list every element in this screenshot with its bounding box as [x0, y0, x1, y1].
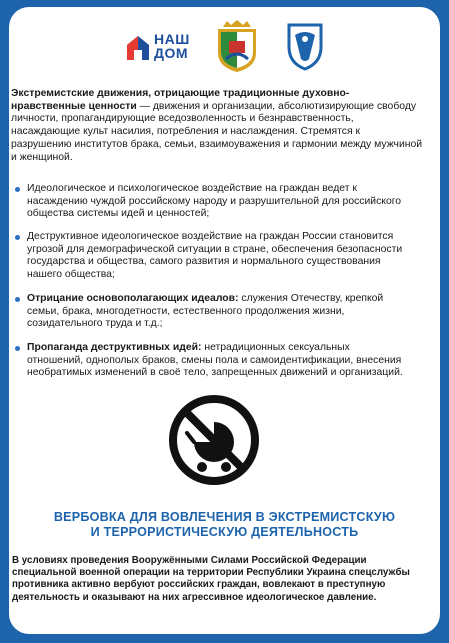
- logos-row: [9, 17, 440, 77]
- shield-emblem-icon: [285, 21, 325, 71]
- bullet-lead: Пропаганда деструктивных идей:: [27, 342, 202, 353]
- list-item: [9, 231, 403, 282]
- outro-paragraph: В условиях проведения Вооружёнными Силами Российской Федерации специальной военной операции на территории Республики Украина спецслужбы противника активно вербуют российских граждан, вовлекают в преступную деятельность и оказывают на них агрессивное идеологическое давление.: [12, 555, 410, 603]
- bullet-dot: [15, 297, 20, 302]
- bullet-text: нетрадиционных сексуальных отношений, однополых браков, смены пола и самоидентификации, внесения необратимых изменений в своё тело, запрещенных движений и организаций.: [27, 342, 403, 379]
- bullet-text: Идеологическое и психологическое воздействие на граждан ведет к насаждению чуждой российскому народу и разрушительной для российского общества системы идей и ценностей;: [27, 183, 402, 220]
- bullet-dot: [15, 235, 20, 240]
- intro-definition: — движения и организации, абсолютизирующие свободу личности, пропагандирующие вседозволенность и безнравственность, насаждающие культ насилия, потребления и наслаждения. Стремятся к разрушению институтов брака, семьи, взаимоуважения и гармонии между мужчиной и женщиной.: [11, 100, 423, 163]
- bullet-dot: [15, 346, 20, 351]
- intro-term: Экстремистские движения, отрицающие традиционные духовно-нравственные ценности: [11, 88, 350, 112]
- leaflet-card: [9, 7, 440, 634]
- bullet-text: Деструктивное идеологическое воздействие на граждан России становится угрозой для демографической ситуации в стране, обеспечения безопасности государства и общества, самого развития и нормального существования нашего общества;: [27, 231, 403, 281]
- intro-paragraph: [11, 88, 423, 164]
- bullet-text: служения Отечеству, крепкой семьи, брака, многодетности, естественного продолжения жизни, созидательного труда и т.д.;: [27, 293, 384, 330]
- list-item: [9, 342, 403, 380]
- list-item: [9, 293, 403, 331]
- nash-dom-wordmark: НАШ ДОМ: [154, 31, 190, 61]
- nash-dom-logo: [124, 29, 194, 69]
- bullet-lead: Отрицание основополагающих идеалов:: [27, 293, 239, 304]
- city-coat-of-arms-icon: [214, 19, 260, 73]
- bullet-dot: [15, 187, 20, 192]
- section-headline: ВЕРБОВКА ДЛЯ ВОВЛЕЧЕНИЯ В ЭКСТРЕМИСТСКУЮ И ТЕРРОРИСТИЧЕСКУЮ ДЕЯТЕЛЬНОСТЬ: [53, 510, 396, 539]
- no-baby-stroller-icon: [167, 393, 261, 487]
- list-item: [9, 183, 403, 221]
- house-icon: [124, 33, 152, 63]
